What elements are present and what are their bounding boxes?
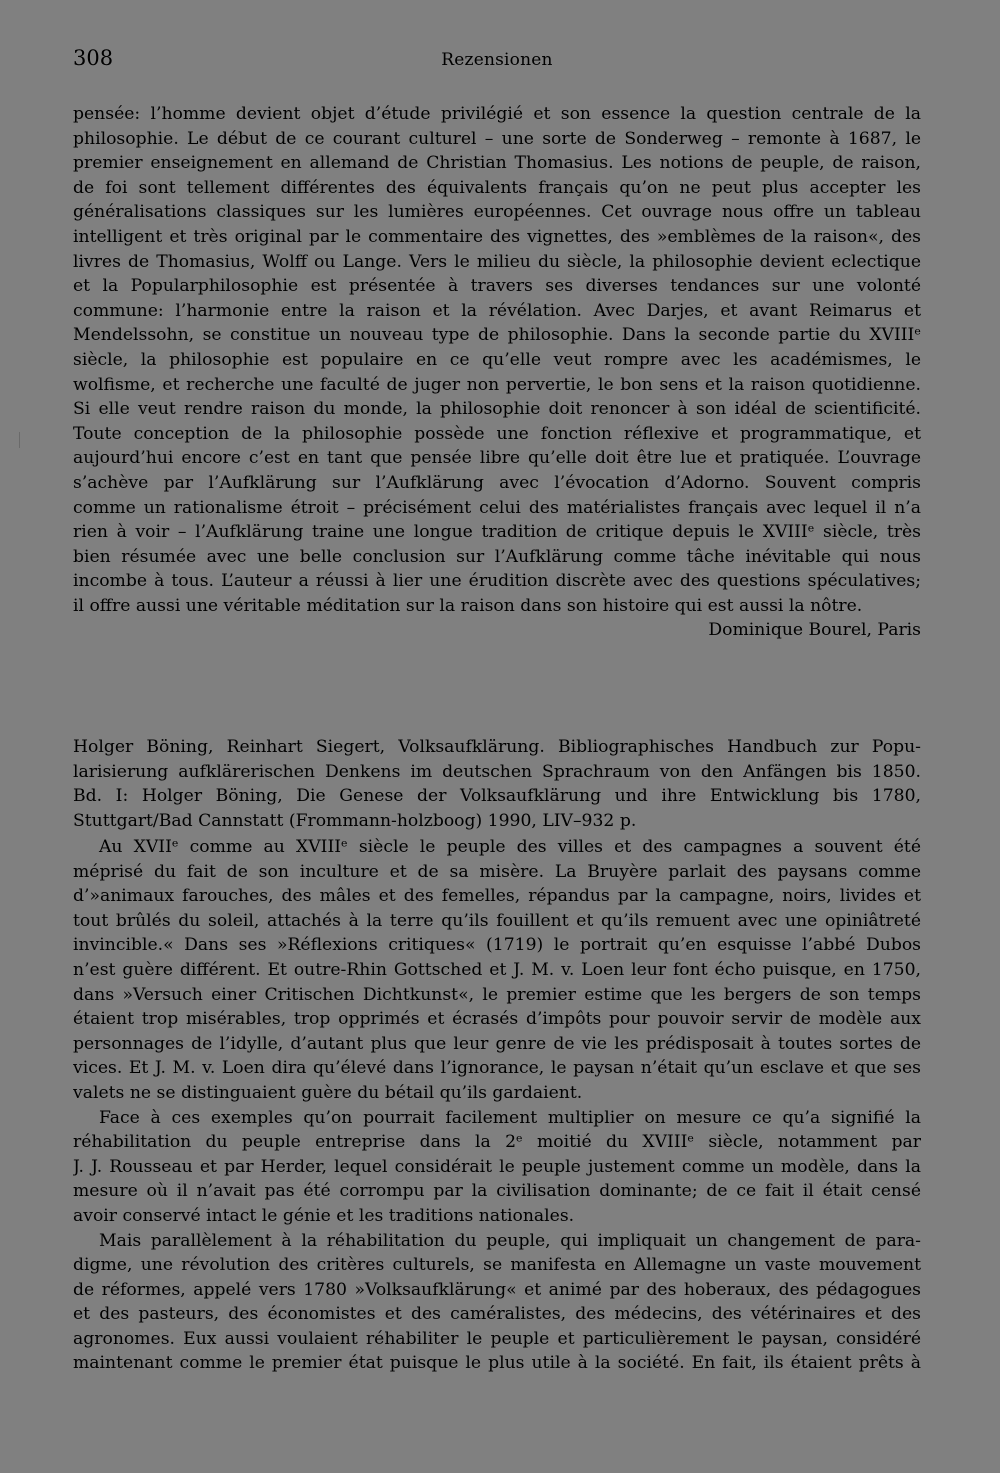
paragraph-line: J. J. Rousseau et par Herder, lequel considérait le peuple justement comme un modèle, dans la — [73, 1156, 921, 1177]
review-one-text — [73, 102, 921, 643]
citation-line: Stuttgart/Bad Cannstatt (Frommann-holzboog) 1990, LIV–932 p. — [73, 810, 637, 831]
paragraph-line: de réformes, appelé vers 1780 »Volksaufklärung« et animé par des hoberaux, des pédagogues — [73, 1279, 921, 1300]
paragraph-line: dans »Versuch einer Critischen Dichtkunst«, le premier estime que les bergers de son temps — [73, 984, 921, 1005]
running-title: Rezensionen — [441, 50, 553, 70]
paragraph-line: Mais parallèlement à la réhabilitation du peuple, qui impliquait un changement de para- — [99, 1230, 921, 1251]
text-line: Mendelssohn, se constitue un nouveau type de philosophie. Dans la seconde partie du XVIIIᵉ — [73, 325, 921, 346]
paragraph-line: étaient trop misérables, trop opprimés et écrasés d’impôts pour pouvoir servir de modèle aux — [73, 1009, 921, 1030]
text-line: comme un rationalisme étroit – précisément celui des matérialistes français avec lequel il n’a — [73, 497, 921, 518]
paragraph-line: tout brûlés du soleil, attachés à la terre qu’ils fouillent et qu’ils remuent avec une opiniâtreté — [73, 910, 921, 931]
text-line: livres de Thomasius, Wolff ou Lange. Vers le milieu du siècle, la philosophie devient eclectique — [73, 251, 921, 272]
text-line: et la Popularphilosophie est présentée à travers ses diverses tendances sur une volonté — [73, 276, 921, 297]
page-number: 308 — [73, 46, 114, 70]
review-two-citation — [73, 735, 921, 833]
paragraph-line: avoir conservé intact le génie et les traditions nationales. — [73, 1205, 575, 1226]
paragraph-line: méprisé du fait de son inculture et de sa misère. La Bruyère parlait des paysans comme — [73, 861, 921, 882]
citation-line: Holger Böning, Reinhart Siegert, Volksaufklärung. Bibliographisches Handbuch zur Popu- — [73, 737, 921, 757]
paragraph-line: Face à ces exemples qu’on pourrait facilement multiplier on mesure ce qu’a signifié la — [99, 1107, 921, 1128]
paragraph-line: invincible.« Dans ses »Réflexions critiques« (1719) le portrait qu’en esquisse l’abbé Dubos — [73, 935, 921, 956]
paragraph-line: Au XVIIᵉ comme au XVIIIᵉ siècle le peuple des villes et des campagnes a souvent été — [99, 837, 921, 857]
text-line: bien résumée avec une belle conclusion sur l’Aufklärung comme tâche inévitable qui nous — [73, 546, 921, 567]
review-two-body — [73, 835, 921, 1376]
text-line: incombe à tous. L’auteur a réussi à lier une érudition discrète avec des questions spéculatives; — [73, 571, 921, 592]
paragraph-line: mesure où il n’avait pas été corrompu par la civilisation dominante; de ce fait il était censé — [73, 1181, 921, 1202]
paragraph-line: et des pasteurs, des économistes et des caméralistes, des médecins, des vétérinaires et des — [73, 1304, 921, 1325]
text-line: Toute conception de la philosophie possède une fonction réflexive et programmatique, et — [73, 423, 921, 444]
text-line: rien à voir – l’Aufklärung traine une longue tradition de critique depuis le XVIIIᵉ siècle, très — [73, 522, 921, 543]
paragraph-line: digme, une révolution des critères culturels, se manifesta en Allemagne un vaste mouvement — [73, 1255, 921, 1276]
margin-mark — [19, 432, 20, 448]
reviewer-signature: Dominique Bourel, Paris — [708, 620, 921, 641]
text-line: pensée: l’homme devient objet d’étude privilégié et son essence la question centrale de la — [73, 104, 921, 124]
text-line: siècle, la philosophie est populaire en ce qu’elle veut rompre avec les académismes, le — [73, 349, 921, 370]
text-line: généralisations classiques sur les lumières européennes. Cet ouvrage nous offre un tableau — [73, 202, 921, 223]
text-line: aujourd’hui encore c’est en tant que pensée libre qu’elle doit être lue et pratiquée. L’ouvrage — [73, 448, 921, 469]
text-line: commune: l’harmonie entre la raison et la révélation. Avec Darjes, et avant Reimarus et — [73, 300, 921, 321]
text-line: s’achève par l’Aufklärung sur l’Aufklärung avec l’évocation d’Adorno. Souvent compris — [73, 472, 921, 493]
paragraph-line: valets ne se distinguaient guère du bétail qu’ils gardaient. — [73, 1082, 583, 1103]
text-line: wolfisme, et recherche une faculté de juger non pervertie, le bon sens et la raison quotidienne. — [73, 374, 921, 395]
paragraph-line: réhabilitation du peuple entreprise dans la 2ᵉ moitié du XVIIIᵉ siècle, notamment par — [73, 1132, 921, 1153]
text-line: de foi sont tellement différentes des équivalents français qu’on ne peut plus accepter les — [73, 177, 921, 198]
running-header — [73, 46, 921, 76]
citation-line: Bd. I: Holger Böning, Die Genese der Volksaufklärung und ihre Entwicklung bis 1780, — [73, 786, 921, 807]
paragraph-line: agronomes. Eux aussi voulaient réhabiliter le peuple et particulièrement le paysan, considéré — [73, 1328, 921, 1349]
paragraph-line: personnages de l’idylle, d’autant plus que leur genre de vie les prédisposait à toutes sortes de — [73, 1033, 921, 1054]
paragraph-line: vices. Et J. M. v. Loen dira qu’élevé dans l’ignorance, le paysan n’était qu’un esclave et que ses — [73, 1058, 921, 1079]
paragraph-line: n’est guère différent. Et outre-Rhin Gottsched et J. M. v. Loen leur font écho puisque, en 1750, — [73, 959, 921, 980]
citation-line: larisierung aufklärerischen Denkens im deutschen Sprachraum von den Anfängen bis 1850. — [73, 761, 921, 782]
text-line: il offre aussi une véritable méditation sur la raison dans son histoire qui est aussi la nôtre. — [73, 595, 863, 616]
text-line: premier enseignement en allemand de Christian Thomasius. Les notions de peuple, de raison, — [73, 153, 921, 174]
paragraph-line: d’»animaux farouches, des mâles et des femelles, répandus par la campagne, noirs, livides et — [73, 886, 921, 907]
text-line: intelligent et très original par le commentaire des vignettes, des »emblèmes de la raison«, des — [73, 226, 921, 247]
text-line: philosophie. Le début de ce courant culturel – une sorte de Sonderweg – remonte à 1687, le — [73, 128, 921, 149]
paragraph-line: maintenant comme le premier état puisque le plus utile à la société. En fait, ils étaient prêts à — [73, 1353, 921, 1374]
text-line: Si elle veut rendre raison du monde, la philosophie doit renoncer à son idéal de scientificité. — [73, 399, 921, 420]
